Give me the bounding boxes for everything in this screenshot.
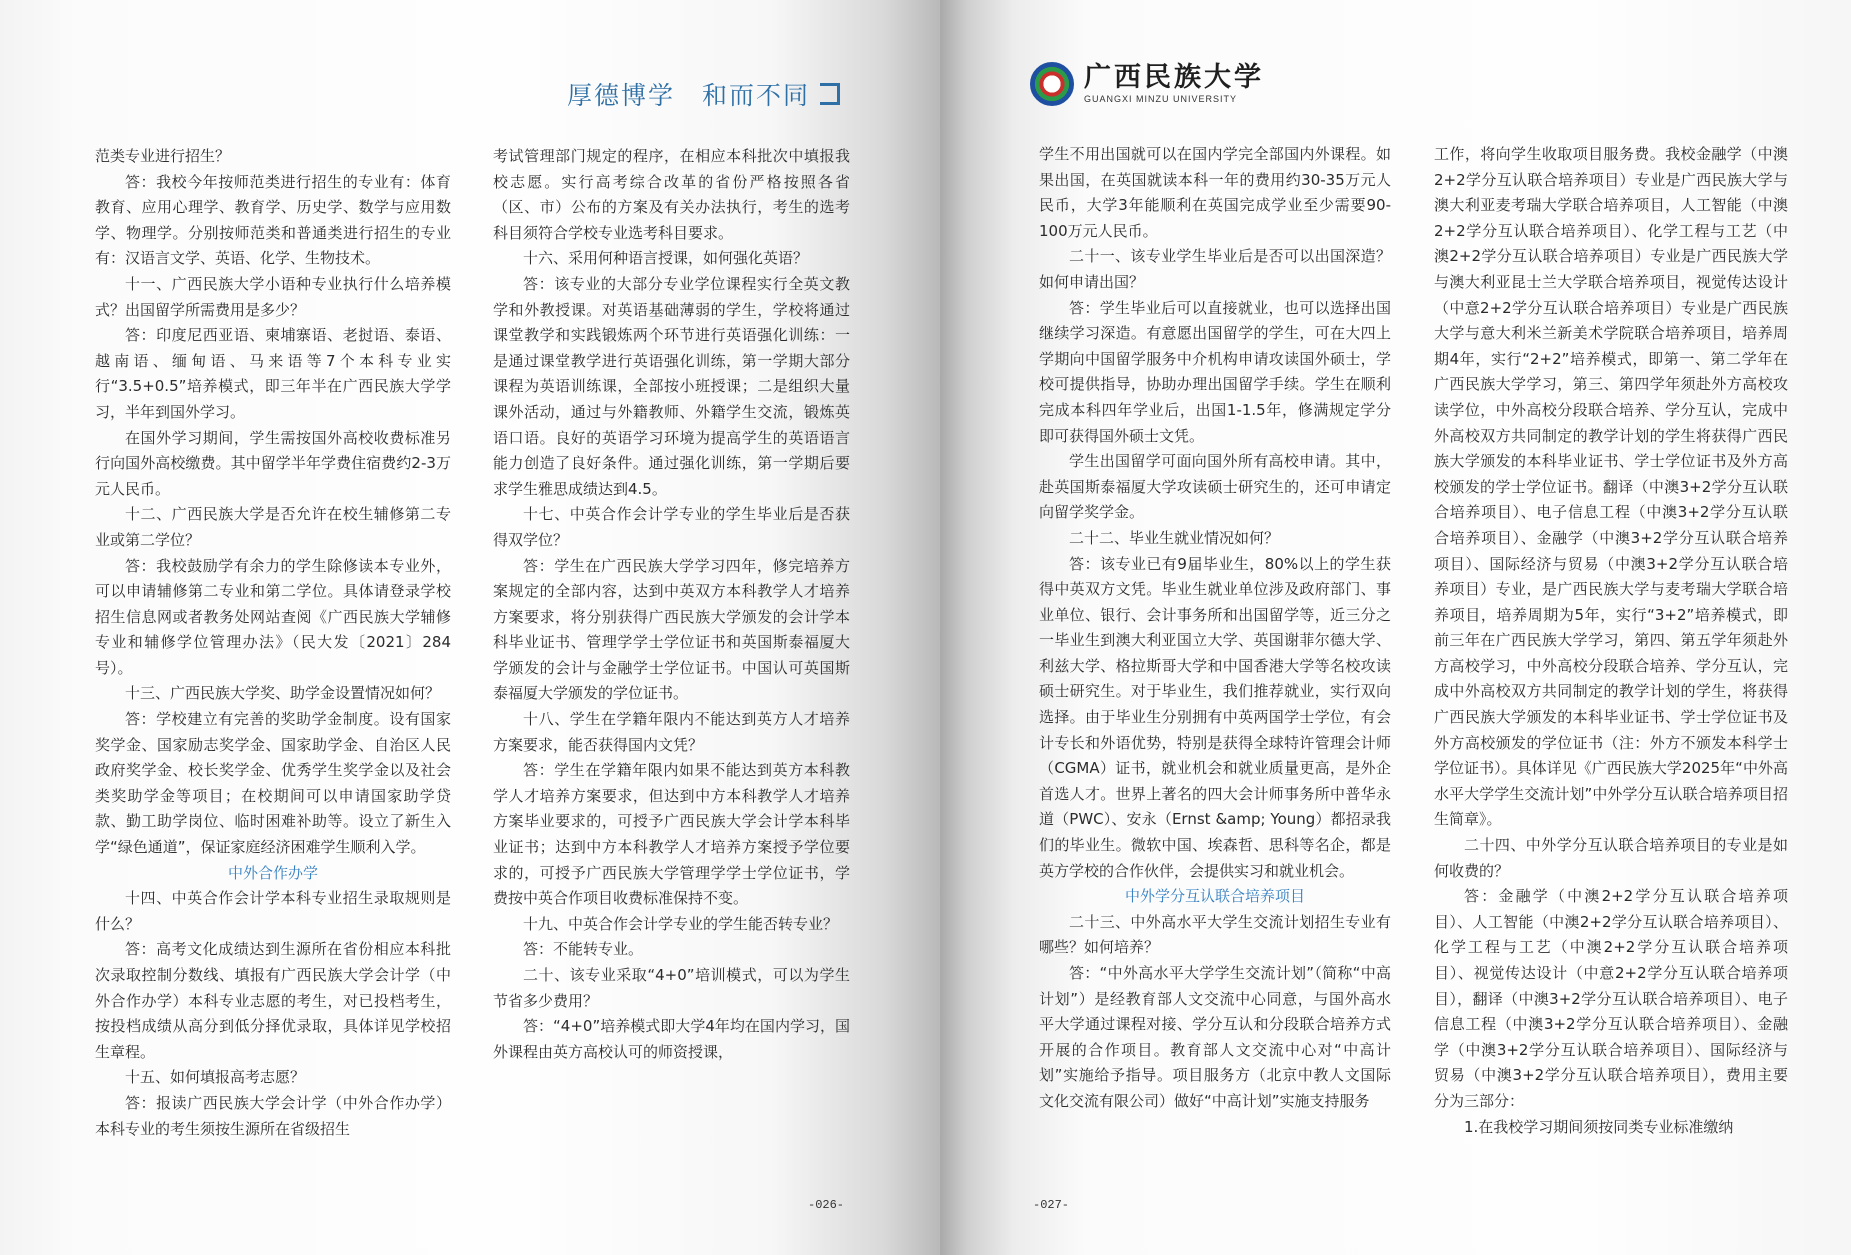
university-emblem-icon <box>1030 62 1074 106</box>
paragraph: 答：我校今年按师范类进行招生的专业有：体育教育、应用心理学、教育学、历史学、数学与应用数学、物理学。分别按师范类和普通类进行招生的专业有：汉语言文学、英语、化学、生物技术。 <box>95 172 451 268</box>
paragraph: 二十一、该专业学生毕业后是否可以出国深造？如何申请出国？ <box>1039 247 1391 291</box>
paragraph: 十二、广西民族大学是否允许在校生辅修第二专业或第二学位？ <box>95 505 451 549</box>
paragraph: 1.在我校学习期间须按同类专业标准缴纳 <box>1464 1117 1734 1136</box>
paragraph: 答：学生毕业后可以直接就业，也可以选择出国继续学习深造。有意愿出国留学的学生，可在大四上学期向中国留学服务中介机构申请攻读国外硕士，学校可提供指导，协助办理出国留学手续。学生在顺利完成本科四年学业后，出国1-1.5年，修满规定学分即可获得国外硕士文凭。 <box>1039 298 1391 445</box>
paragraph: 十一、广西民族大学小语种专业执行什么培养模式？出国留学所需费用是多少？ <box>95 274 451 319</box>
paragraph: 答：报读广西民族大学会计学（中外合作办学）本科专业的考生须按生源所在省级招生 <box>95 1093 451 1138</box>
paragraph: 工作，将向学生收取项目服务费。我校金融学（中澳2+2学分互认联合培养项目）专业是广西民族大学与澳大利亚麦考瑞大学联合培养项目，人工智能（中澳2+2学分互认联合培养项目）、化学工程与工艺（中澳2+2学分互认联合培养项目）专业是广西民族大学与澳大利亚昆士兰大学联合培养项目，视觉传达设计（中意2+2学分互认联合培养项目）专业是广西民族大学与意大利米兰新美术学院联合培养项目，培养周期4年，实行“2+2”培养模式，即第一、第二学年在广西民族大学学习，第三、第四学年须赴外方高校攻读学位，中外高校分段联合培养、学分互认，完成中外高校双方共同制定的教学计划的学生将获得广西民族大学颁发的本科毕业证书、学士学位证书及外方高校颁发的学士学位证书。翻译（中澳3+2学分互认联合培养项目）、电子信息工程（中澳3+2学分互认联合培养项目）、金融学（中澳3+2学分互认联合培养项目）、国际经济与贸易（中澳3+2学分互认联合培养项目）专业，是广西民族大学与麦考瑞大学联合培养项目，培养周期为5年，实行“3+2”培养模式，即前三年在广西民族大学学习，第四、第五学年须赴外方高校学习，中外高校分段联合培养、学分互认，完成中外高校双方共同制定的教学计划的学生，将获得广西民族大学颁发的本科毕业证书、学士学位证书及外方高校颁发的学位证书（注：外方不颁发本科学士学位证书）。具体详见《广西民族大学2025年“中外高水平大学学生交流计划”中外学分互认联合培养项目招生简章》。 <box>1434 145 1788 829</box>
paragraph: 答：我校鼓励学有余力的学生除修读本专业外，可以申请辅修第二专业和第二学位。具体请登录学校招生信息网或者教务处网站查阅《广西民族大学辅修专业和辅修学位管理办法》（民大发〔2021〕284 号）。 <box>95 556 451 677</box>
paragraph: 答：该专业已有9届毕业生，80%以上的学生获得中英双方文凭。毕业生就业单位涉及政府部门、事业单位、银行、会计事务所和出国留学等，近三分之一毕业生到澳大利亚国立大学、英国谢菲尔德大学、利兹大学、格拉斯哥大学和中国香港大学等名校攻读硕士研究生。对于毕业生，我们推荐就业，实行双向选择。由于毕业生分别拥有中英两国学士学位，有会计专长和外语优势，特别是获得全球特许管理会计师（CGMA）证书，就业机会和就业质量更高，是外企首选人才。世界上著名的四大会计师事务所中普华永道（PWC）、安永（Ernst &amp; Young）都招录我们的毕业生。微软中国、埃森哲、思科等名企，都是英方学校的合作伙伴，会提供实习和就业机会。 <box>1039 554 1391 880</box>
section-heading: 中外学分互认联合培养项目 <box>1124 887 1305 906</box>
paragraph: 二十、该专业采取“4+0”培训模式，可以为学生节省多少费用？ <box>493 966 850 1010</box>
text-column-3 <box>1039 142 1391 1115</box>
paragraph: 二十四、中外学分互认联合培养项目的专业是如何收费的？ <box>1434 836 1788 880</box>
right-page <box>940 0 1851 1255</box>
page-number-left: -026- <box>808 1198 845 1212</box>
paragraph: 答：该专业的大部分专业学位课程实行全英文教学和外教授课。对英语基础薄弱的学生，学校将通过课堂教学和实践锻炼两个环节进行英语强化训练：一是通过课堂教学进行英语强化训练，第一学期大部分课程为英语训练课，全部按小班授课；二是组织大量课外活动，通过与外籍教师、外籍学生交流，锻炼英语口语。良好的英语学习环境为提高学生的英语语言能力创造了良好条件。通过强化训练，第一学期后要求学生雅思成绩达到4.5。 <box>493 274 850 498</box>
paragraph: 答：高考文化成绩达到生源所在省份相应本科批次录取控制分数线、填报有广西民族大学会计学（中外合作办学）本科专业志愿的考生，对已投档考生，按投档成绩从高分到低分择优录取，具体详见学校招生章程。 <box>95 940 451 1061</box>
paragraph: 答：金融学（中澳2+2学分互认联合培养项目）、人工智能（中澳2+2学分互认联合培养项目）、化学工程与工艺（中澳2+2学分互认联合培养项目）、视觉传达设计（中意2+2学分互认联合培养项目），翻译（中澳3+2学分互认联合培养项目）、电子信息工程（中澳3+2学分互认联合培养项目）、金融学（中澳3+2学分互认联合培养项目）、国际经济与贸易（中澳3+2学分互认联合培养项目），费用主要分为三部分： <box>1434 887 1788 1110</box>
paragraph: 学生不用出国就可以在国内学完全部国内外课程。如果出国，在英国就读本科一年的费用约30-35万元人民币，大学3年能顺利在英国完成学业至少需要90-100万元人民币。 <box>1039 145 1391 240</box>
section-heading: 中外合作办学 <box>227 863 318 882</box>
logo-chinese-name: 广西民族大学 <box>1084 62 1264 93</box>
paragraph: 十九、中英合作会计学专业的学生能否转专业？ <box>523 914 839 933</box>
paragraph: 考试管理部门规定的程序，在相应本科批次中填报我校志愿。实行高考综合改革的省份严格按照各省（区、市）公布的方案及有关办法执行，考生的选考科目须符合学校专业选考科目要求。 <box>493 147 850 242</box>
paragraph: 十五、如何填报高考志愿？ <box>125 1068 306 1087</box>
paragraph: 答：学校建立有完善的奖助学金制度。设有国家奖学金、国家励志奖学金、国家助学金、自治区人民政府奖学金、校长奖学金、优秀学生奖学金以及社会类奖助学金等项目；在校期间可以申请国家助学贷款、勤工助学岗位、临时困难补助等。设立了新生入学“绿色通道”，保证家庭经济困难学生顺利入学。 <box>95 710 451 857</box>
text-column-1 <box>95 144 451 1142</box>
bracket-mark-icon <box>820 83 840 105</box>
text-column-4 <box>1434 142 1788 1140</box>
paragraph: 答：学生在广西民族大学学习四年，修完培养方案规定的全部内容，达到中英双方本科教学人才培养方案要求，将分别获得广西民族大学颁发的会计学本科毕业证书、管理学学士学位证书和英国斯泰福厦大学颁发的会计与金融学士学位证书。中国认可英国斯泰福厦大学颁发的学位证书。 <box>493 556 850 703</box>
paragraph: 二十二、毕业生就业情况如何？ <box>1069 528 1280 547</box>
paragraph: 答：“中外高水平大学学生交流计划”（简称“中高计划”）是经教育部人文交流中心同意，与国外高水平大学通过课程对接、学分互认和分段联合培养方式开展的合作项目。教育部人文交流中心对“中高计划”实施给予指导。项目服务方（北京中教人文国际文化交流有限公司）做好“中高计划”实施支持服务 <box>1039 964 1391 1110</box>
text-column-2 <box>493 144 850 1065</box>
paragraph: 答：“4+0”培养模式即大学4年均在国内学习，国外课程由英方高校认可的师资授课， <box>493 1017 850 1061</box>
motto-text: 厚德博学 和而不同 <box>566 81 810 110</box>
paragraph: 答：学生在学籍年限内如果不能达到英方本科教学人才培养方案要求，但达到中方本科教学人才培养方案毕业要求的，可授予广西民族大学会计学本科毕业证书；达到中方本科教学人才培养方案授予学位要求的，可授予广西民族大学管理学学士学位证书，学费按中英合作项目收费标准保持不变。 <box>493 761 850 908</box>
paragraph: 十七、中英合作会计学专业的学生毕业后是否获得双学位？ <box>493 505 850 549</box>
logo-wordmark <box>1084 64 1264 104</box>
paragraph: 十四、中英合作会计学本科专业招生录取规则是什么？ <box>95 889 451 933</box>
paragraph: 在国外学习期间，学生需按国外高校收费标准另行向国外高校缴费。其中留学半年学费住宿费约2-3万元人民币。 <box>95 428 451 498</box>
paragraph: 十三、广西民族大学奖、助学金设置情况如何？ <box>125 684 441 703</box>
paragraph: 十六、采用何种语言授课，如何强化英语？ <box>523 249 809 268</box>
paragraph: 答：不能转专业。 <box>523 940 644 959</box>
page-header-motto <box>567 76 840 112</box>
paragraph: 学生出国留学可面向国外所有高校申请。其中，赴英国斯泰福厦大学攻读硕士研究生的，还可申请定向留学奖学金。 <box>1039 452 1391 522</box>
university-logo <box>1030 62 1264 106</box>
paragraph: 二十三、中外高水平大学生交流计划招生专业有哪些？如何培养？ <box>1039 912 1391 957</box>
paragraph: 十八、学生在学籍年限内不能达到英方人才培养方案要求，能否获得国内文凭？ <box>493 710 850 754</box>
paragraph: 答：印度尼西亚语、柬埔寨语、老挝语、泰语、越南语、缅甸语、马来语等7个本科专业实行“3.5+0.5”培养模式，即三年半在广西民族大学学习，半年到国外学习。 <box>95 326 451 421</box>
page-number-right: -027- <box>1033 1198 1070 1212</box>
paragraph: 范类专业进行招生？ <box>95 147 231 165</box>
logo-english-name: GUANGXI MINZU UNIVERSITY <box>1084 94 1238 104</box>
